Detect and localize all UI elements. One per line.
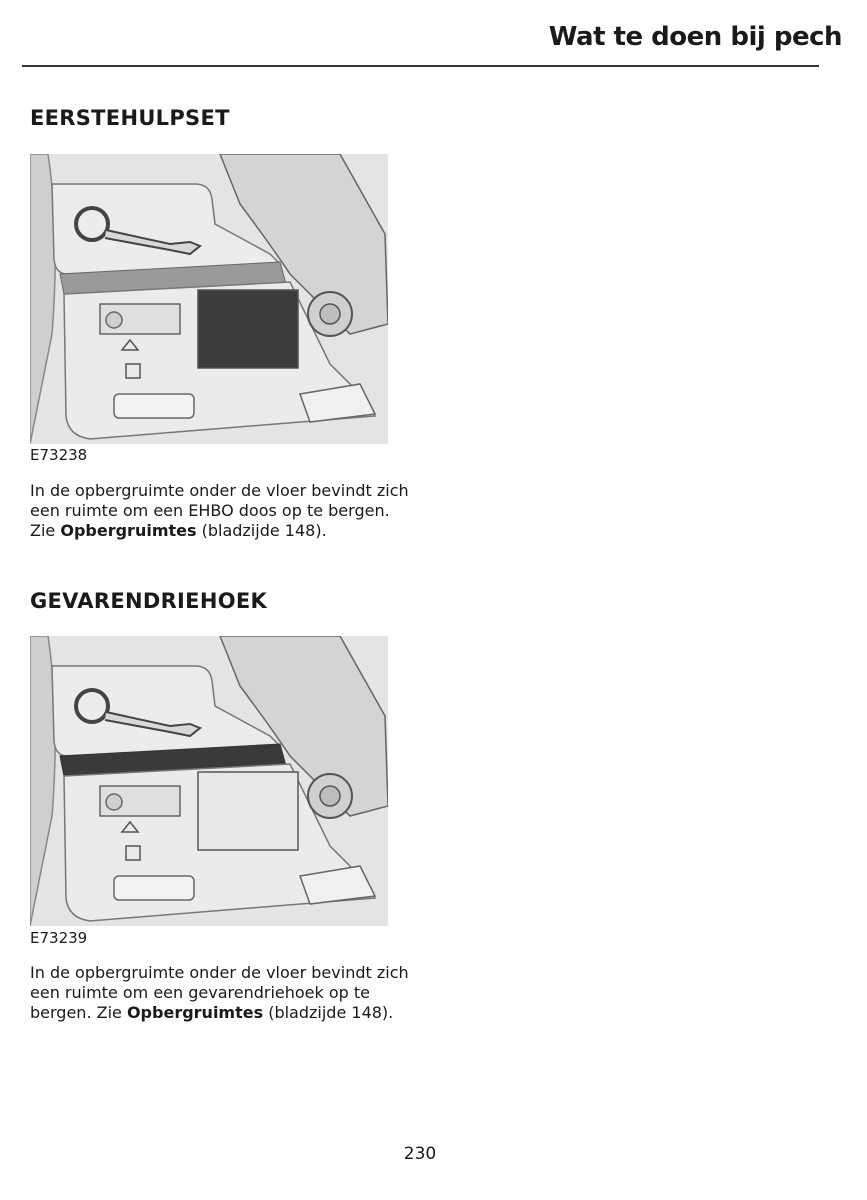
- section-heading-warning-triangle: GEVARENDRIEHOEK: [30, 589, 268, 613]
- warning-triangle-storage-illustration: [30, 636, 388, 926]
- description-page-reference: (bladzijde 148).: [263, 1003, 394, 1022]
- figure-code: E73239: [30, 929, 88, 947]
- section-heading-first-aid: EERSTEHULPSET: [30, 106, 230, 130]
- header-divider: [22, 65, 819, 67]
- first-aid-storage-illustration: [30, 154, 388, 444]
- page-title: Wat te doen bij pech: [548, 22, 842, 52]
- storage-reference-link[interactable]: Opbergruimtes: [126, 1003, 264, 1022]
- storage-reference-link[interactable]: Opbergruimtes: [60, 521, 197, 540]
- page-number: 230: [403, 1144, 437, 1164]
- description-text: In de opbergruimte onder de vloer bevindt zich een ruimte om een EHBO doos op te bergen. Zie: [30, 481, 409, 540]
- first-aid-description: [30, 481, 410, 541]
- description-text: In de opbergruimte onder de vloer bevindt zich een ruimte om een gevarendriehoek op te bergen. Zie: [30, 963, 409, 1022]
- figure-code: E73238: [30, 446, 88, 464]
- description-page-reference: (bladzijde 148).: [196, 521, 327, 540]
- warning-triangle-description: [30, 963, 410, 1023]
